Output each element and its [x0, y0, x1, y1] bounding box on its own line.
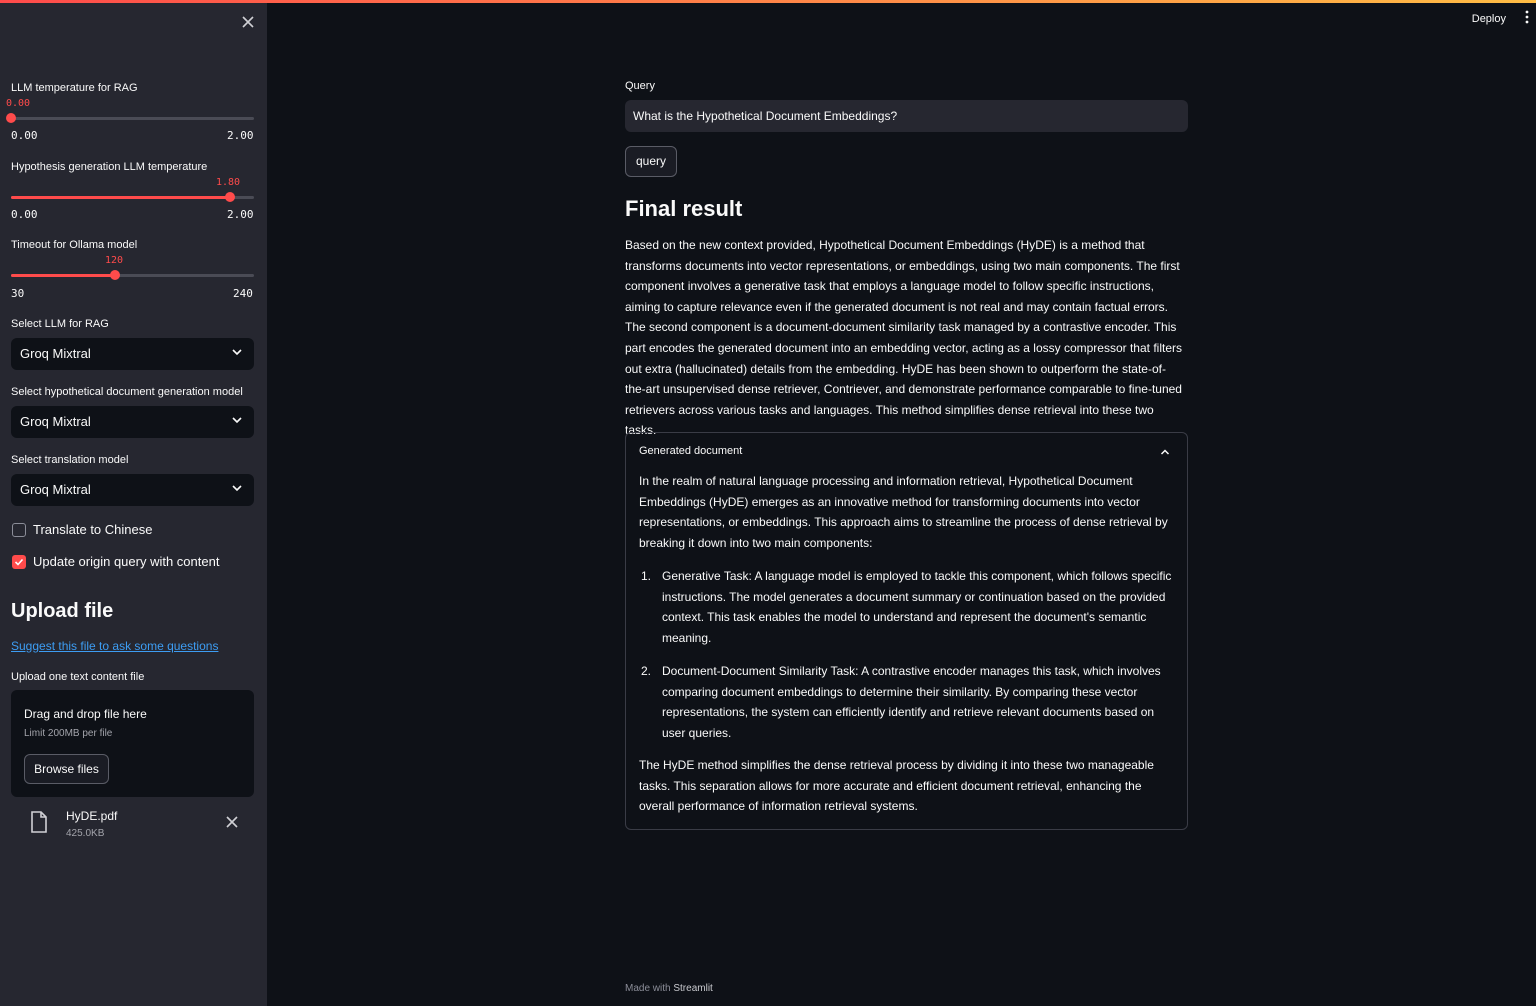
kebab-menu-icon — [1525, 10, 1529, 24]
doc-line: overall performance of information retrieval systems. — [639, 799, 918, 814]
update-query-checkbox-label: Update origin query with content — [33, 554, 220, 569]
doc-line: user queries. — [662, 725, 732, 740]
slider-thumb[interactable] — [225, 192, 235, 202]
timeout-max: 240 — [233, 287, 253, 300]
footer-prefix: Made with — [625, 983, 671, 994]
result-line: The second component is a document-document similarity task managed by a contrastive encoder. This — [625, 320, 1177, 335]
footer — [625, 983, 713, 994]
doc-line: In the realm of natural language processing and information retrieval, Hypothetical Document — [639, 474, 1133, 488]
doc-line: instructions. The model generates a document summary or continuation based on the provided — [662, 589, 1166, 604]
expander-intro — [639, 471, 1179, 553]
file-icon — [30, 811, 48, 833]
final-result-heading: Final result — [625, 196, 743, 221]
sidebar-close-button[interactable] — [239, 13, 257, 31]
expander-outro — [639, 755, 1179, 817]
chevron-down-icon — [230, 413, 244, 427]
doc-line: representations, the system can efficiently identify and retrieve relevant documents based on — [662, 705, 1155, 720]
suggest-file-link[interactable]: Suggest this file to ask some questions — [11, 639, 219, 653]
doc-line: meaning. — [662, 630, 712, 645]
uploaded-file-size: 425.0KB — [66, 828, 105, 839]
dropzone-limit: Limit 200MB per file — [24, 728, 113, 739]
result-line: component involves a generative task that employs a language model to follow specific instructions, — [625, 279, 1154, 294]
doc-line: Generative Task: A language model is employed to tackle this component, which follows specific — [662, 569, 1172, 583]
select-translation-value: Groq Mixtral — [20, 482, 91, 497]
doc-line: comparing document embeddings to determine their similarity. By comparing these vector — [662, 684, 1138, 699]
expander-title: Generated document — [639, 445, 743, 457]
main-menu-button[interactable] — [1522, 10, 1532, 26]
timeout-label: Timeout for Ollama model — [11, 239, 138, 251]
streamlit-link[interactable]: Streamlit — [673, 983, 713, 994]
rag-temperature-label: LLM temperature for RAG — [11, 82, 138, 94]
select-rag-value: Groq Mixtral — [20, 346, 91, 361]
doc-line: Document-Document Similarity Task: A contrastive encoder manages this task, which involves — [662, 664, 1161, 678]
update-query-checkbox[interactable] — [12, 555, 26, 569]
select-hypothesis-dropdown[interactable] — [11, 406, 254, 438]
final-result-text — [625, 235, 1188, 441]
chevron-down-icon — [230, 345, 244, 359]
rag-temperature-value: 0.00 — [6, 98, 31, 109]
doc-line: tasks. This separation allows for more accurate and efficient document retrieval, enhancing the — [639, 778, 1142, 793]
rag-temperature-min: 0.00 — [11, 129, 38, 142]
header-decoration — [0, 0, 1536, 3]
result-line: Based on the new context provided, Hypothetical Document Embeddings (HyDE) is a method that — [625, 238, 1145, 252]
slider-fill — [11, 274, 115, 277]
select-rag-label: Select LLM for RAG — [11, 318, 109, 330]
translate-checkbox-label: Translate to Chinese — [33, 522, 153, 537]
query-input[interactable] — [625, 100, 1188, 132]
slider-fill — [11, 196, 230, 199]
translate-checkbox[interactable] — [12, 523, 26, 537]
timeout-slider[interactable] — [11, 274, 254, 277]
close-icon — [226, 816, 238, 828]
file-dropzone[interactable] — [11, 690, 254, 797]
sidebar — [0, 0, 267, 1006]
expander-header[interactable] — [626, 433, 1187, 469]
checkmark-icon — [14, 557, 24, 567]
result-line: out extra (hallucinated) details from the embedding. HyDE has been shown to outperform the state-of- — [625, 361, 1166, 376]
generated-document-expander — [625, 432, 1188, 830]
list-number: 1. — [641, 569, 652, 583]
select-translation-label: Select translation model — [11, 454, 129, 466]
hypothesis-temperature-label: Hypothesis generation LLM temperature — [11, 161, 208, 173]
slider-thumb[interactable] — [6, 113, 16, 123]
list-number: 2. — [641, 664, 652, 678]
select-rag-dropdown[interactable] — [11, 338, 254, 370]
query-label: Query — [625, 80, 655, 92]
query-input-value: What is the Hypothetical Document Embeddings? — [633, 109, 898, 123]
remove-file-button[interactable] — [226, 815, 240, 829]
list-item-generative-task — [662, 566, 1182, 648]
close-icon — [242, 16, 254, 28]
upload-label: Upload one text content file — [11, 671, 145, 683]
upload-heading: Upload file — [11, 600, 114, 622]
result-line: retrievers across various tasks and languages. This method simplifies dense retrieval into these two tasks. — [625, 402, 1154, 438]
doc-line: breaking it down into two main components: — [639, 535, 873, 550]
result-line: the-art unsupervised dense retriever, Contriever, and demonstrate performance comparable to fine-tuned — [625, 382, 1182, 397]
select-hypothesis-value: Groq Mixtral — [20, 414, 91, 429]
deploy-button[interactable]: Deploy — [1471, 13, 1506, 25]
doc-line: The HyDE method simplifies the dense retrieval process by dividing it into these two manageable — [639, 758, 1154, 772]
slider-thumb[interactable] — [110, 270, 120, 280]
main-content — [267, 0, 1536, 1006]
hypothesis-temperature-max: 2.00 — [227, 208, 254, 221]
query-button[interactable]: query — [625, 146, 677, 177]
hypothesis-temperature-min: 0.00 — [11, 208, 38, 221]
select-translation-dropdown[interactable] — [11, 474, 254, 506]
browse-files-button[interactable]: Browse files — [24, 754, 109, 784]
dropzone-title: Drag and drop file here — [24, 707, 147, 721]
timeout-value: 120 — [105, 255, 124, 266]
timeout-min: 30 — [11, 287, 25, 300]
result-line: part encodes the generated document into an embedding vector, acting as a lossy compressor that filters — [625, 340, 1182, 355]
hypothesis-temperature-value: 1.80 — [216, 177, 241, 188]
doc-line: context. This task enables the model to understand and represent the document's semantic — [662, 610, 1147, 625]
select-hypothesis-label: Select hypothetical document generation model — [11, 386, 243, 398]
result-line: transforms documents into vector representations, or embeddings, using two main components. The first — [625, 258, 1180, 273]
doc-line: representations, or embeddings. This approach aims to streamline the process of dense retrieval by — [639, 515, 1168, 530]
list-item-similarity-task — [662, 661, 1182, 743]
chevron-down-icon — [230, 481, 244, 495]
uploaded-file-name: HyDE.pdf — [66, 809, 118, 823]
doc-line: Embeddings (HyDE) emerges as an innovative method for transforming documents into vector — [639, 494, 1140, 509]
hypothesis-temperature-slider[interactable] — [11, 196, 254, 199]
chevron-up-icon — [1159, 446, 1171, 458]
rag-temperature-slider[interactable] — [11, 117, 254, 120]
result-line: aiming to capture relevance even if the generated document is not real and may contain factual errors. — [625, 299, 1168, 314]
rag-temperature-max: 2.00 — [227, 129, 254, 142]
